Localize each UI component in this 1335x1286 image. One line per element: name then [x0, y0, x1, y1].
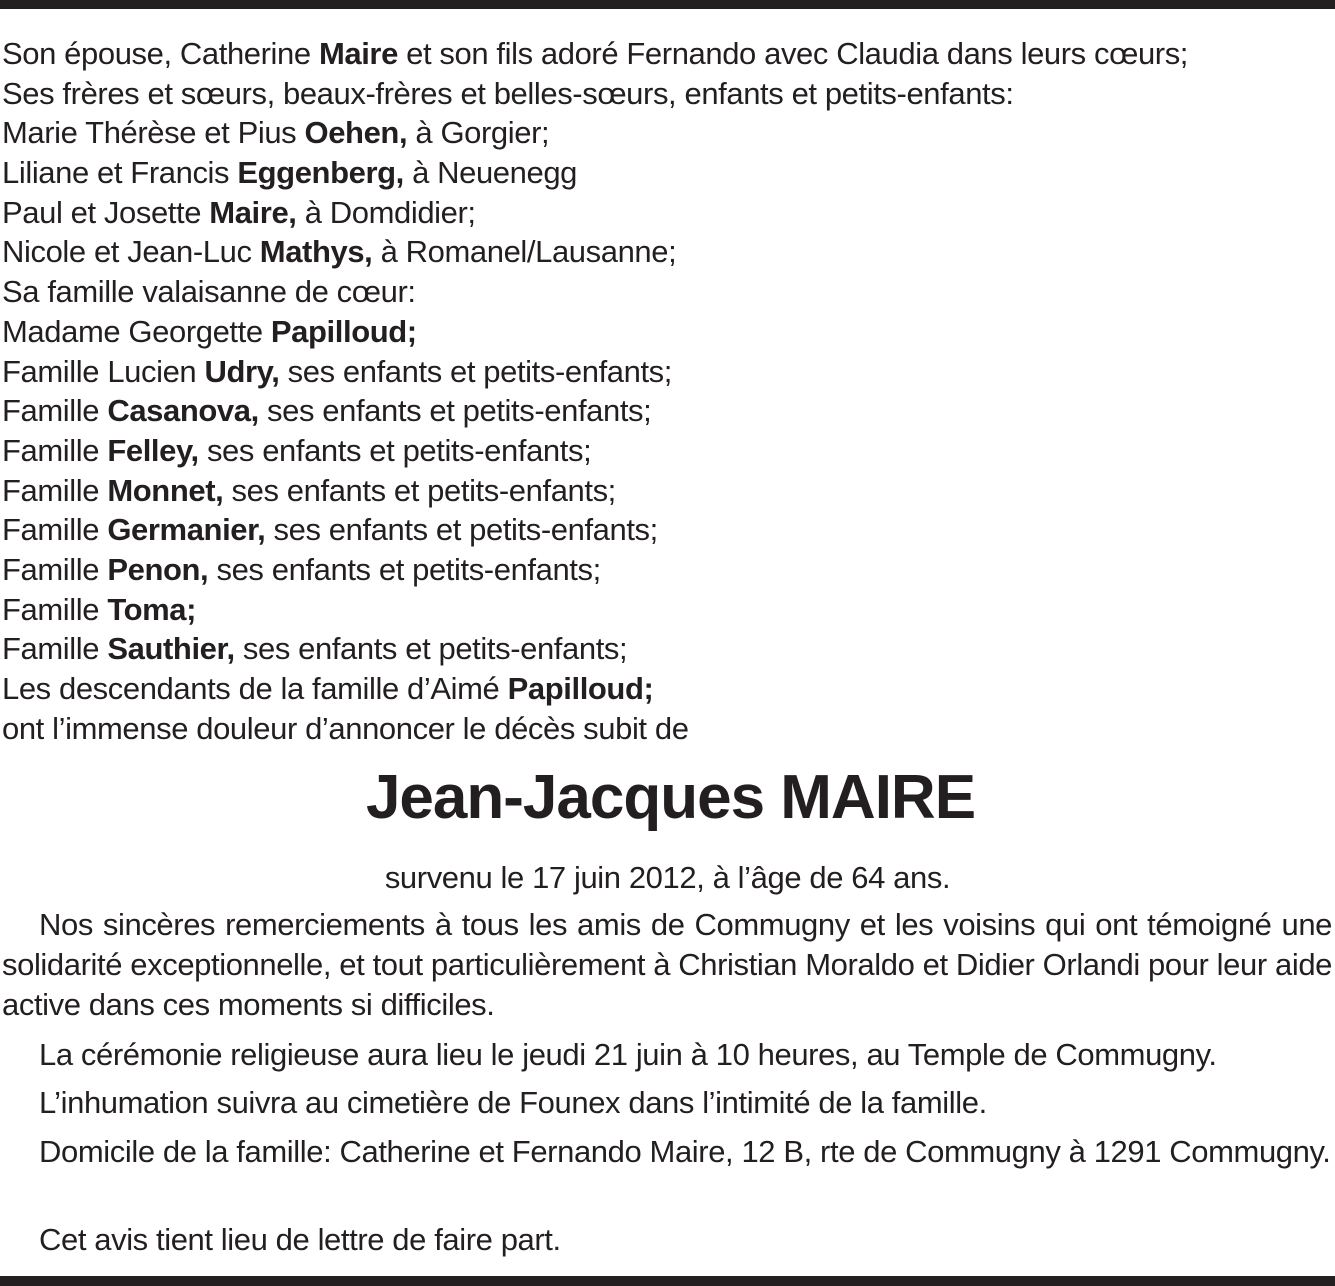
family-line: Liliane et Francis Eggenberg, à Neuenegg: [2, 155, 578, 191]
family-line: Marie Thérèse et Pius Oehen, à Gorgier;: [2, 115, 550, 151]
family-line: Famille Casanova, ses enfants et petits-enfants;: [2, 393, 652, 429]
family-line: Famille Penon, ses enfants et petits-enfants;: [2, 551, 601, 587]
family-line: Famille Lucien Udry, ses enfants et petits-enfants;: [2, 353, 672, 389]
family-line: Famille Germanier, ses enfants et petits-enfants;: [2, 512, 658, 548]
family-line: ont l’immense douleur d’annoncer le décès subit de: [2, 710, 689, 746]
family-line: Famille Monnet, ses enfants et petits-enfants;: [2, 472, 616, 508]
family-line: Sa famille valaisanne de cœur:: [2, 274, 416, 310]
family-line: Famille Sauthier, ses enfants et petits-enfants;: [2, 631, 628, 667]
thanks-paragraph: Nos sincères remerciements à tous les amis de Commugny et les voisins qui ont témoigné une solidarité exceptionnelle, et tout particulièrement à Christian Moraldo et Didier Orlandi pour leur aide active dans ces moments si difficiles.: [2, 907, 1332, 1022]
ceremony-paragraph: La cérémonie religieuse aura lieu le jeudi 21 juin à 10 heures, au Temple de Commugny.: [39, 1037, 1217, 1072]
death-date-line: survenu le 17 juin 2012, à l’âge de 64 ans.: [384, 860, 951, 895]
family-line: Ses frères et sœurs, beaux-frères et belles-sœurs, enfants et petits-enfants:: [2, 75, 1014, 111]
family-line: Famille Felley, ses enfants et petits-enfants;: [2, 432, 592, 468]
family-list: [2, 34, 1332, 748]
family-line: Son épouse, Catherine Maire et son fils adoré Fernando avec Claudia dans leurs cœurs;: [2, 36, 1189, 71]
top-border-rule: [0, 0, 1335, 9]
domicile-paragraph: Domicile de la famille: Catherine et Fernando Maire, 12 B, rte de Commugny à 1291 Commugny.: [39, 1134, 1331, 1169]
family-line: Famille Toma;: [2, 591, 197, 627]
family-line: Les descendants de la famille d’Aimé Papilloud;: [2, 671, 654, 706]
deceased-name: Jean-Jacques MAIRE: [365, 763, 976, 832]
family-line: Paul et Josette Maire, à Domdidier;: [2, 194, 476, 230]
family-line: Madame Georgette Papilloud;: [2, 313, 417, 349]
burial-paragraph: L’inhumation suivra au cimetière de Founex dans l’intimité de la famille.: [39, 1085, 987, 1120]
notice-paragraph: Cet avis tient lieu de lettre de faire part.: [39, 1222, 561, 1257]
family-line: Nicole et Jean-Luc Mathys, à Romanel/Lausanne;: [2, 234, 677, 270]
bottom-border-rule: [0, 1276, 1335, 1286]
